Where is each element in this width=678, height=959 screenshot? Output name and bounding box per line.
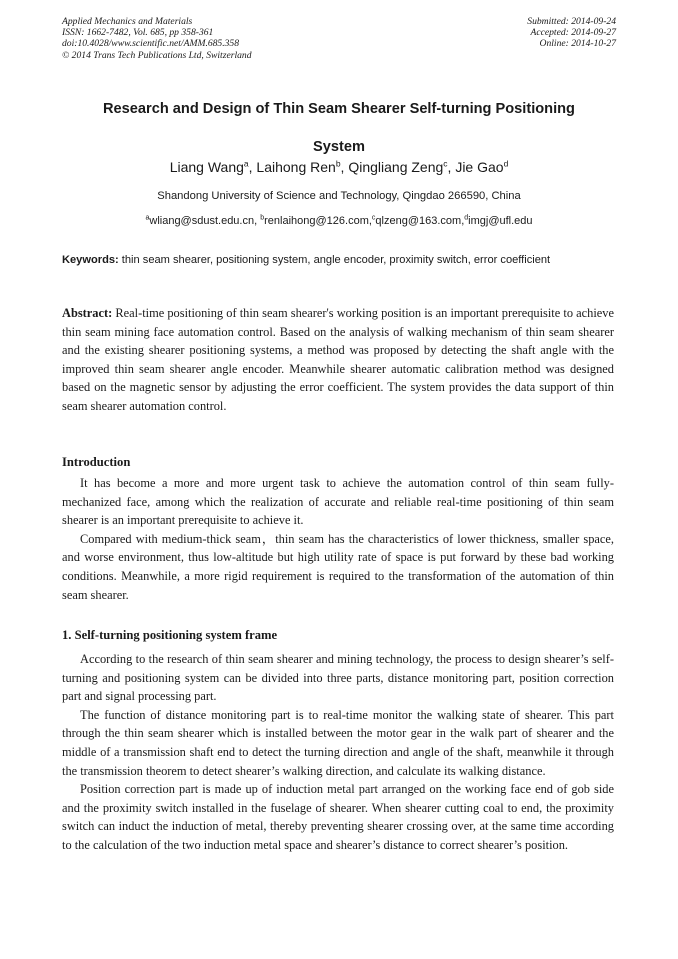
title-line-2: System xyxy=(313,139,365,155)
journal-name: Applied Mechanics and Materials xyxy=(62,16,193,27)
journal-doi: doi:10.4028/www.scientific.net/AMM.685.358 xyxy=(62,38,240,50)
email-address: renlaihong@126.com, xyxy=(264,215,372,227)
paragraph: The function of distance monitoring part is to real-time monitor the walking state of shearer. This part through the thin seam shearer which is installed between the motor gear in the walk part of shearer and the middle of a transmission shaft end to detect the turning direction and angle of the shaft, meanwhile it through the transmission theorem to detect shearer’s walking direction, and calculate its walking distance. xyxy=(62,707,614,778)
abstract xyxy=(62,304,614,415)
email-mark: c xyxy=(371,214,376,222)
submission-dates xyxy=(527,16,616,50)
author-separator: , xyxy=(447,159,456,175)
introduction-heading: Introduction xyxy=(62,455,131,469)
keywords-label: Keywords: xyxy=(62,254,119,266)
journal-copyright: © 2014 Trans Tech Publications Ltd, Switzerland xyxy=(62,49,252,61)
accepted-date: Accepted: 2014-09-27 xyxy=(530,27,616,39)
title-line-1: Research and Design of Thin Seam Shearer Self-turning Positioning xyxy=(103,101,575,117)
section-1-body xyxy=(62,650,614,855)
introduction-body xyxy=(62,474,614,604)
author-affil-mark: c xyxy=(443,158,448,169)
abstract-label: Abstract: xyxy=(62,306,113,320)
online-date: Online: 2014-10-27 xyxy=(539,38,616,50)
affiliation: Shandong University of Science and Technology, Qingdao 266590, China xyxy=(157,190,521,202)
author-affil-mark: d xyxy=(503,158,509,169)
email-mark: b xyxy=(260,214,265,222)
paragraph: It has become a more and more urgent task to achieve the automation control of thin seam fully-mechanized face, among which the realization of accurate and reliable real-time positioning of thin seam shearer is an important prerequisite to achieve it. xyxy=(62,476,614,528)
abstract-text: Real-time positioning of thin seam shearer's working position is an important prerequisite to achieve thin seam mining face automation control. Based on the analysis of walking mechanism of thin seam shearer and the existing shearer positioning systems, a method was proposed by detecting the shaft angle with the improved thin seam shearer angle encoder. Meanwhile shearer automatic calibration method was designed based on the magnetic sensor by adjusting the error coefficient. The system provides the data support of thin seam shearer automation control. xyxy=(62,306,614,413)
email-address: qlzeng@163.com, xyxy=(375,215,465,227)
author-name: Liang Wang xyxy=(169,159,244,175)
keywords xyxy=(62,252,614,268)
author-affil-mark: b xyxy=(335,158,341,169)
author-name: Qingliang Zeng xyxy=(348,159,444,175)
journal-issn: ISSN: 1662-7482, Vol. 685, pp 358-361 xyxy=(62,27,214,39)
author-affil-mark: a xyxy=(243,158,249,169)
paragraph: According to the research of thin seam shearer and mining technology, the process to design shearer’s self-turning and positioning system can be divided into three parts, distance monitoring part, position correction part and signal processing part. xyxy=(62,652,614,704)
paragraph: Compared with medium-thick seam，thin seam has the characteristics of lower thickness, smaller space, and worse environment, thus low-altitude but high utility rate of space is put forward by these bad working conditions. Meanwhile, a more rigid requirement is required to the transformation of the automation of thin seam shearer. xyxy=(62,531,614,602)
author-separator: , xyxy=(340,159,349,175)
section-1-heading: 1. Self-turning positioning system frame xyxy=(62,628,278,642)
email-address: imgj@ufl.edu xyxy=(468,215,533,227)
email-mark: d xyxy=(464,214,469,222)
author-separator: , xyxy=(248,159,257,175)
author-name: Laihong Ren xyxy=(256,159,336,175)
keywords-text: thin seam shearer, positioning system, angle encoder, proximity switch, error coefficient xyxy=(118,254,551,266)
paragraph: Position correction part is made up of induction metal part arranged on the working face end of gob side and the proximity switch installed in the fuselage of shearer. When shearer cutting coal to end, the proximity switch can induct the induction of metal, thereby preventing shearer crossing over, at the same time according to the calculation of the two induction metal space and shearer’s distance to correct shearer’s position. xyxy=(62,782,614,852)
email-address: wliang@sdust.edu.cn, xyxy=(149,215,261,227)
submitted-date: Submitted: 2014-09-24 xyxy=(527,16,616,27)
email-mark: a xyxy=(145,214,150,222)
author-name: Jie Gao xyxy=(455,159,504,175)
journal-info xyxy=(62,16,252,61)
author-emails xyxy=(62,213,616,229)
author-list xyxy=(62,157,616,177)
